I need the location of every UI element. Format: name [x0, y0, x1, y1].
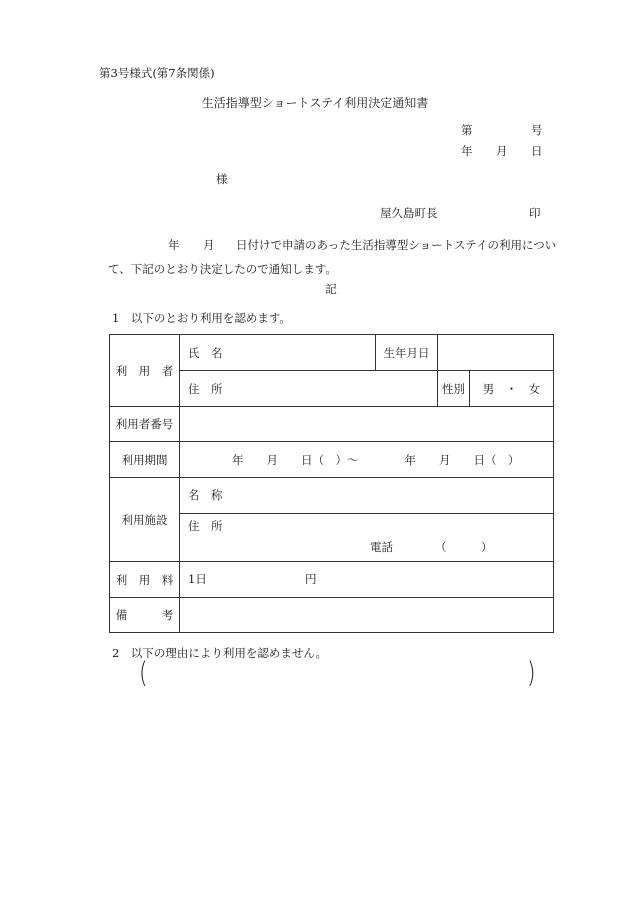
ki-heading: 記: [325, 282, 337, 296]
fee-field[interactable]: [180, 562, 554, 598]
fee-unit: 円: [305, 572, 317, 586]
fee-prefix: 1日: [188, 572, 207, 586]
facility-address-label: 住 所: [188, 519, 223, 533]
remarks-field[interactable]: [180, 598, 554, 633]
sex-options[interactable]: 男 ・ 女: [470, 371, 554, 407]
phone-label: 電話: [370, 540, 393, 554]
name-label: 氏 名: [180, 335, 376, 371]
date-month: 月: [496, 144, 508, 158]
issue-number-prefix: 第: [461, 123, 473, 137]
body-year: 年: [168, 238, 180, 252]
item-2: 2 以下の理由により利用を認めません。: [112, 646, 328, 660]
facility-name-label: 名 称: [188, 488, 223, 502]
addressee: 様: [216, 172, 228, 186]
reason-paren-open: (: [139, 657, 148, 690]
issuer: 屋久島町長: [380, 206, 438, 220]
user-label: 利 用 者: [110, 335, 180, 407]
period-label: 利用期間: [110, 442, 180, 478]
sex-label: 性別: [438, 371, 470, 407]
body-line1: 日付けで申請のあった生活指導型ショートステイの利用につい: [236, 238, 557, 252]
remarks-label: 備 考: [110, 598, 180, 633]
date-year: 年: [461, 144, 473, 158]
fee-label: 利 用 料: [110, 562, 180, 598]
reason-paren-close: ): [527, 657, 536, 690]
facility-label: 利用施設: [110, 478, 180, 562]
document-title: 生活指導型ショートステイ利用決定通知書: [201, 96, 429, 110]
issue-number: [461, 123, 543, 137]
birthdate-field[interactable]: [438, 335, 554, 371]
phone-field[interactable]: （ ）: [435, 540, 493, 554]
body-month: 月: [203, 238, 215, 252]
user-number-label: 利用者番号: [110, 407, 180, 442]
period-value[interactable]: 年 月 日（ ）～ 年 月 日（ ）: [180, 442, 554, 478]
birthdate-label: 生年月日: [376, 335, 438, 371]
decision-table: [109, 334, 554, 633]
issue-number-suffix: 号: [531, 123, 543, 137]
seal-mark: 印: [529, 206, 541, 220]
user-address-label: 住 所: [180, 371, 438, 407]
notice-body: [108, 233, 557, 281]
user-number-field[interactable]: [180, 407, 554, 442]
date-day: 日: [531, 144, 543, 158]
body-line2: て、下記のとおり決定したので通知します。: [108, 262, 337, 276]
item-1: 1 以下のとおり利用を認めます。: [112, 311, 291, 325]
facility-cell: [180, 478, 554, 562]
form-number: 第3号様式(第7条関係): [99, 66, 215, 80]
